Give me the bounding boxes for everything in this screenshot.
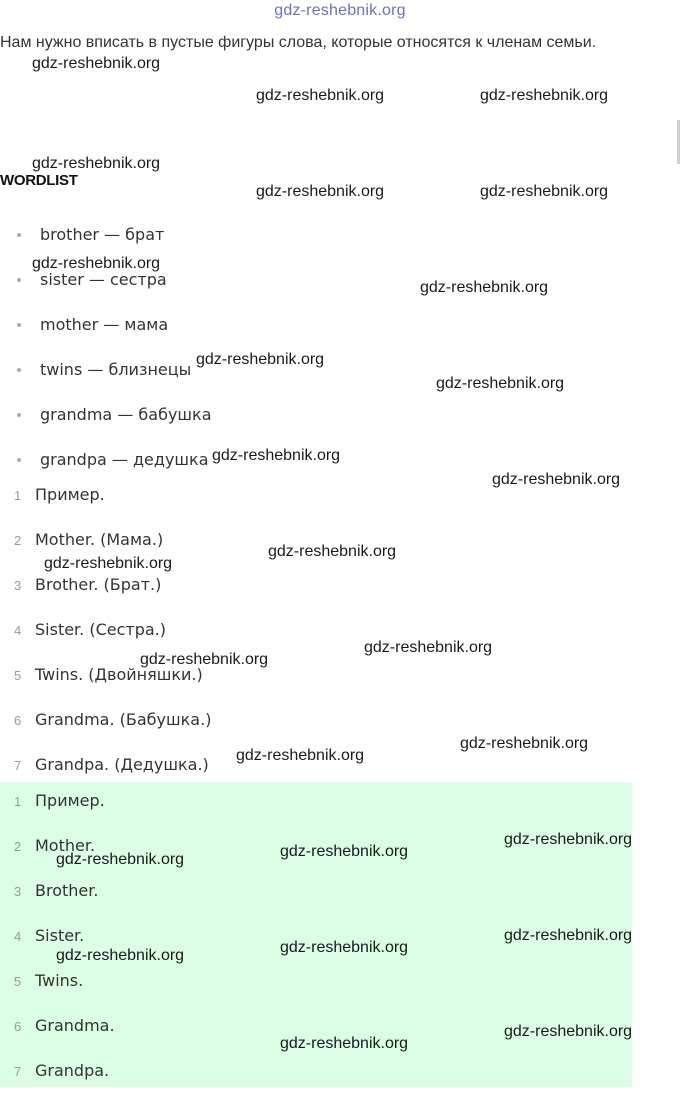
wordlist-item-text: mother — мама	[40, 315, 169, 334]
watermark: gdz-reshebnik.org	[280, 939, 409, 956]
item-number: 2	[14, 839, 22, 854]
item-text: Grandma.	[35, 1016, 115, 1035]
wordlist-item-text: brother — брат	[40, 225, 165, 244]
watermark: gdz-reshebnik.org	[32, 55, 161, 72]
bullet-dot-icon	[17, 458, 21, 462]
item-number: 1	[14, 488, 22, 503]
site-header-link[interactable]: gdz-reshebnik.org	[274, 2, 406, 19]
item-text: Grandpa.	[35, 1061, 110, 1080]
wordlist-item-text: sister — сестра	[40, 270, 167, 289]
item-number: 3	[14, 578, 22, 593]
watermark: gdz-reshebnik.org	[236, 747, 365, 764]
watermark: gdz-reshebnik.org	[504, 927, 633, 944]
bullet-dot-icon	[17, 278, 21, 282]
item-text: Mother.	[35, 836, 96, 855]
watermark: gdz-reshebnik.org	[32, 255, 161, 272]
watermark: gdz-reshebnik.org	[460, 735, 589, 752]
watermark: gdz-reshebnik.org	[44, 555, 173, 572]
item-text: Mother. (Мама.)	[35, 530, 164, 549]
watermark: gdz-reshebnik.org	[420, 279, 549, 296]
watermark: gdz-reshebnik.org	[212, 447, 341, 464]
watermark: gdz-reshebnik.org	[436, 375, 565, 392]
bullet-dot-icon	[17, 233, 21, 237]
bullet-dot-icon	[17, 413, 21, 417]
item-text: Sister.	[35, 926, 85, 945]
watermark: gdz-reshebnik.org	[480, 183, 609, 200]
item-number: 1	[14, 794, 22, 809]
task-description: Нам нужно вписать в пустые фигуры слова, которые относятся к членам семьи.	[0, 34, 597, 51]
item-text: Sister. (Сестра.)	[35, 620, 166, 639]
watermark: gdz-reshebnik.org	[196, 351, 325, 368]
item-number: 3	[14, 884, 22, 899]
item-number: 5	[14, 668, 22, 683]
item-text: Пример.	[35, 485, 105, 504]
item-text: Grandma. (Бабушка.)	[35, 710, 212, 729]
item-number: 7	[14, 1064, 22, 1079]
bullet-dot-icon	[17, 368, 21, 372]
item-number: 5	[14, 974, 22, 989]
watermark: gdz-reshebnik.org	[256, 87, 385, 104]
item-number: 4	[14, 929, 22, 944]
item-text: Brother.	[35, 881, 99, 900]
watermark: gdz-reshebnik.org	[280, 843, 409, 860]
item-text: Пример.	[35, 791, 105, 810]
wordlist-item-text: twins — близнецы	[40, 360, 192, 379]
item-number: 2	[14, 533, 22, 548]
item-number: 6	[14, 713, 22, 728]
item-text: Twins. (Двойняшки.)	[35, 665, 203, 684]
bullet-dot-icon	[17, 323, 21, 327]
watermark: gdz-reshebnik.org	[56, 947, 185, 964]
watermark: gdz-reshebnik.org	[280, 1035, 409, 1052]
watermark: gdz-reshebnik.org	[268, 543, 397, 560]
watermark: gdz-reshebnik.org	[32, 155, 161, 172]
watermark: gdz-reshebnik.org	[56, 851, 185, 868]
wordlist-item-text: grandma — бабушка	[40, 405, 212, 424]
watermark: gdz-reshebnik.org	[140, 651, 269, 668]
item-text: Grandpa. (Дедушка.)	[35, 755, 209, 774]
watermark: gdz-reshebnik.org	[504, 1023, 633, 1040]
watermark: gdz-reshebnik.org	[364, 639, 493, 656]
watermark: gdz-reshebnik.org	[480, 87, 609, 104]
watermark: gdz-reshebnik.org	[256, 183, 385, 200]
item-text: Brother. (Брат.)	[35, 575, 162, 594]
watermark: gdz-reshebnik.org	[504, 831, 633, 848]
item-number: 4	[14, 623, 22, 638]
wordlist-heading: WORDLIST	[0, 172, 78, 189]
item-text: Twins.	[35, 971, 84, 990]
item-number: 7	[14, 758, 22, 773]
watermark: gdz-reshebnik.org	[492, 471, 621, 488]
item-number: 6	[14, 1019, 22, 1034]
wordlist-item-text: grandpa — дедушка	[40, 450, 209, 469]
